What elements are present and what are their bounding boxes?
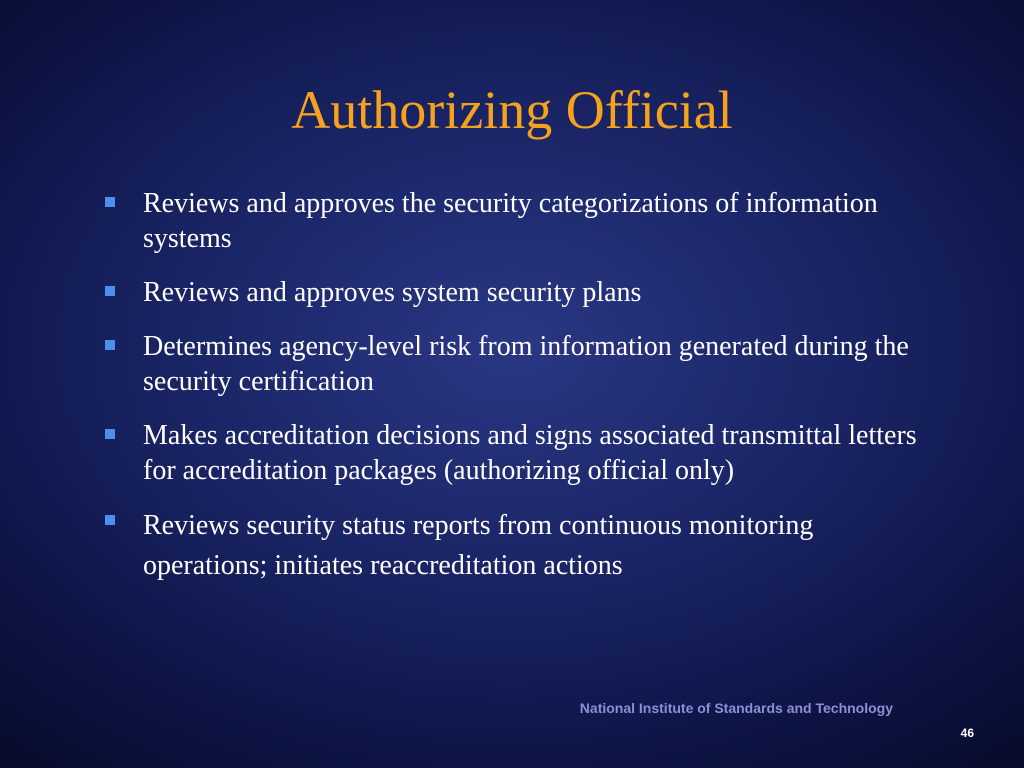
bullet-item [105,275,935,310]
page-number: 46 [960,726,974,740]
square-bullet-icon [105,286,115,296]
footer-organization: National Institute of Standards and Technology [579,700,893,716]
square-bullet-icon [105,340,115,350]
bullet-item [105,186,935,256]
bullet-text: Determines agency-level risk from information generated during the security certification [143,331,909,397]
bullet-text: Reviews security status reports from continuous monitoring operations; initiates reaccreditation actions [143,510,814,581]
bullet-list [105,186,935,586]
bullet-item [105,506,935,586]
bullet-text: Makes accreditation decisions and signs associated transmittal letters for accreditation packages (authorizing official only) [143,420,917,486]
bullet-text: Reviews and approves system security plans [143,277,642,308]
slide-title: Authorizing Official [291,80,733,140]
square-bullet-icon [105,197,115,207]
bullet-text: Reviews and approves the security categorizations of information systems [143,188,878,254]
bullet-item [105,329,935,399]
bullet-item [105,418,935,488]
square-bullet-icon [105,429,115,439]
square-bullet-icon [105,515,115,525]
